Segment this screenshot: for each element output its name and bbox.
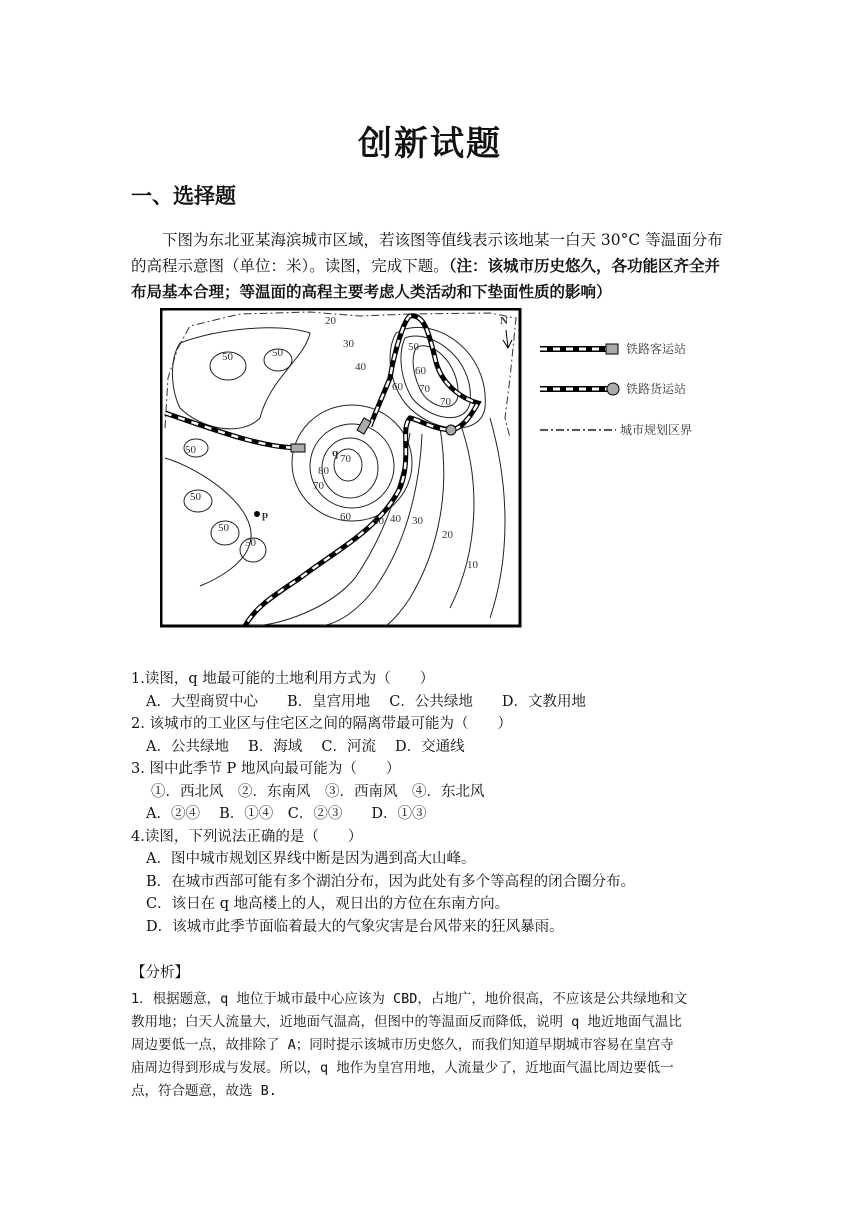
question-2: 2. 该城市的工业区与住宅区之间的隔离带最可能为（ ） <box>131 716 512 732</box>
svg-text:30: 30 <box>343 338 354 350</box>
question-3-sub: ①．西北风 ②．东南风 ③．西南风 ④．东北风 <box>151 783 485 800</box>
question-4-option-c: C．该日在 q 地高楼上的人，观日出的方位在东南方向。 <box>146 896 510 912</box>
contour-map <box>160 308 522 628</box>
freight-station <box>446 425 456 435</box>
point-p-label: p <box>262 509 269 521</box>
section-heading: 一、选择题 <box>131 184 236 208</box>
question-3: 3. 图中此季节 P 地风向最可能为（ ） <box>131 761 401 777</box>
north-label: N <box>500 315 508 327</box>
analysis-text <box>131 988 736 1103</box>
intro-text: 下图为东北亚某海滨城市区域，若该图等值线表示该地某一白天 30°C 等温面分布的高程示意图（单位：米）。读图，完成下题。 <box>131 231 723 275</box>
analysis-heading: 【分析】 <box>131 965 189 981</box>
svg-text:城市规划区界: 城市规划区界 <box>620 423 693 437</box>
analysis-line: 庙周边得到形成与发展。所以，q 地作为皇宫用地，人流量少了，近地面气温比周边要低一 <box>131 1060 674 1076</box>
svg-text:50: 50 <box>190 491 201 503</box>
svg-text:20: 20 <box>442 529 453 541</box>
intro-paragraph <box>131 228 731 305</box>
svg-text:30: 30 <box>412 515 423 527</box>
svg-text:70: 70 <box>440 396 451 408</box>
svg-text:50: 50 <box>218 522 229 534</box>
svg-text:50: 50 <box>245 537 256 549</box>
svg-text:50: 50 <box>373 515 384 527</box>
contour-label: 20 <box>325 315 336 327</box>
question-4-option-d: D．该城市此季节面临着最大的气象灾害是台风带来的狂风暴雨。 <box>146 918 564 935</box>
svg-text:80: 80 <box>318 465 329 477</box>
svg-text:60: 60 <box>340 511 351 523</box>
question-2-options: A．公共绿地 B．海域 C．河流 D．交通线 <box>146 738 465 755</box>
svg-text:50: 50 <box>222 351 233 363</box>
svg-text:60: 60 <box>415 365 426 377</box>
svg-text:40: 40 <box>390 513 401 525</box>
svg-text:70: 70 <box>419 383 430 395</box>
svg-text:40: 40 <box>355 361 366 373</box>
svg-text:q: q <box>332 447 339 459</box>
svg-text:50: 50 <box>272 347 283 359</box>
svg-text:50: 50 <box>408 341 419 353</box>
svg-text:70: 70 <box>340 453 351 465</box>
question-4-option-b: B．在城市西部可能有多个湖泊分布，因为此处有多个等高程的闭合圈分布。 <box>146 873 636 890</box>
map-legend <box>538 334 728 444</box>
railway-passenger <box>165 413 300 448</box>
questions <box>131 668 751 938</box>
analysis-line: 周边要低一点，故排除了 A；同时提示该城市历史悠久，而我们知道早期城市容易在皇宫寺 <box>131 1037 674 1053</box>
question-1: 1.读图，q 地最可能的土地利用方式为（ ） <box>131 671 435 687</box>
question-4-option-a: A．图中城市规划区界线中断是因为遇到高大山峰。 <box>146 851 476 867</box>
svg-text:70: 70 <box>313 480 324 492</box>
question-4: 4.读图，下列说法正确的是（ ） <box>131 828 363 845</box>
intro-note: （注：该城市历史悠久，各功能区齐全并布局基本合理；等温面的高程主要考虑人类活动和下垫面性质的影响） <box>131 256 721 301</box>
page-title: 创新试题 <box>358 124 502 164</box>
question-1-options: A．大型商贸中心 B．皇宫用地 C．公共绿地 D．文教用地 <box>146 693 586 710</box>
svg-text:铁路客运站: 铁路客运站 <box>626 342 687 356</box>
svg-text:铁路货运站: 铁路货运站 <box>626 382 687 396</box>
analysis-line: 点，符合题意，故选 B. <box>131 1083 277 1099</box>
svg-text:50: 50 <box>185 444 196 456</box>
svg-text:60: 60 <box>392 381 403 393</box>
analysis-line: 教用地；白天人流量大，近地面气温高，但图中的等温面反而降低，说明 q 地近地面气温比 <box>131 1014 682 1030</box>
passenger-station <box>291 444 305 452</box>
point-p-dot <box>254 511 260 517</box>
question-3-options: A．②④ B．①④ C．②③ D．①③ <box>146 806 427 822</box>
svg-text:10: 10 <box>467 559 478 571</box>
analysis-line: 1．根据题意，q 地位于城市最中心应该为 CBD，占地广，地价很高，不应该是公共绿地和文 <box>131 991 688 1007</box>
